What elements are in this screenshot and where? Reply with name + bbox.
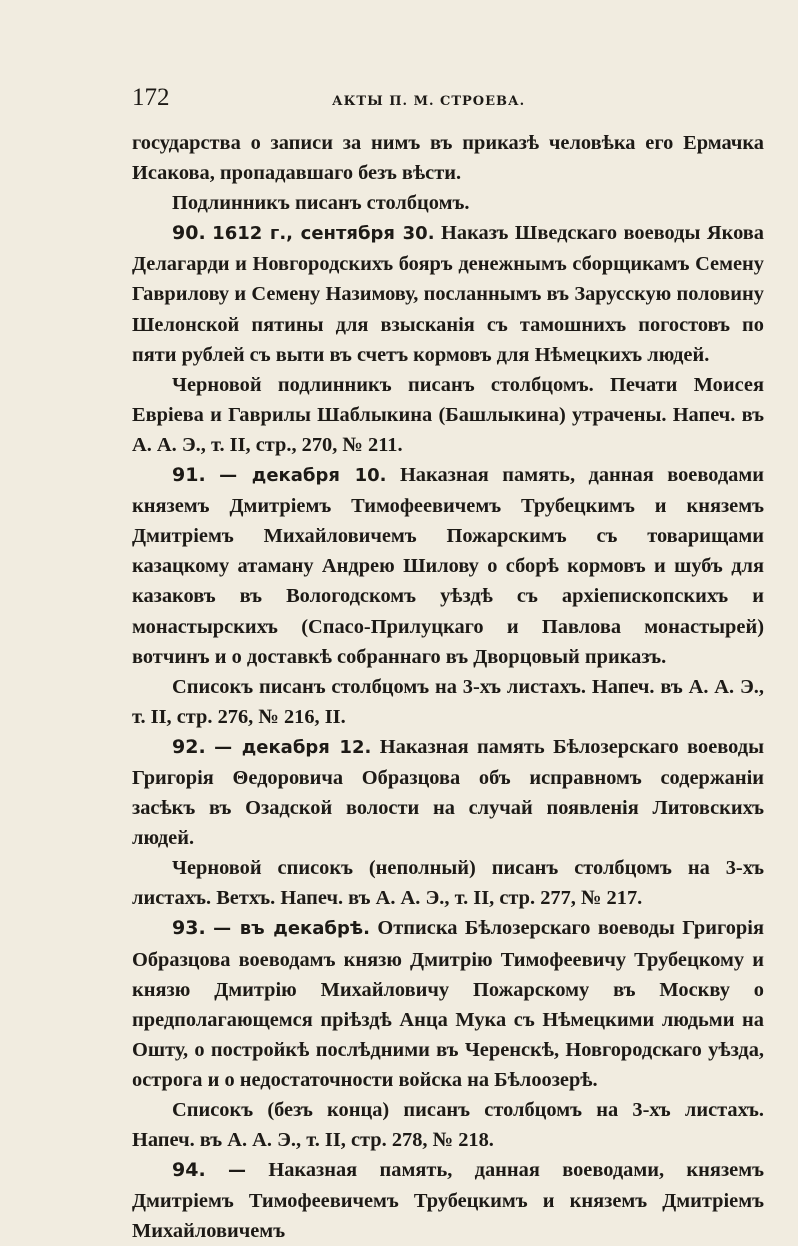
entry-93: 93. — въ декабрѣ. Отписка Бѣлозерскаго воеводы Григорія Образцова воеводамъ князю Дмитрію Тимофеевичу Трубецкому и князю Дмитрію Михайловичу Пожарскому въ Москву о предполагающемся пріѣздѣ Анца Мука съ Нѣмецкими людьми на Ошту, о постройкѣ послѣдними въ Черенскѣ, Новгородскаго уѣзда, острога и о недостаточности войска на Бѣлоозерѣ.: [132, 917, 764, 1091]
paragraph: Черновой списокъ (неполный) писанъ столбцомъ на 3-хъ листахъ. Ветхъ. Напеч. въ А. А. Э., т. II, стр. 277, № 217.: [132, 857, 764, 910]
entry-date: 1612 г., сентября 30.: [212, 223, 435, 245]
paragraph: Списокъ (безъ конца) писанъ столбцомъ на 3-хъ листахъ. Напеч. въ А. А. Э., т. II, стр. 278, № 218.: [132, 1099, 764, 1152]
entry-92: 92. — декабря 12. Наказная память Бѣлозерскаго воеводы Григорія Θедоровича Образцова объ исправномъ содержаніи засѣкъ въ Озадской волости на случай появленія Литовскихъ людей.: [132, 735, 764, 850]
body-text: [132, 128, 764, 1246]
entry-date: — декабря 10.: [219, 465, 387, 487]
page-header: [132, 84, 764, 124]
paragraph: Подлинникъ писанъ столбцомъ.: [172, 192, 470, 215]
paragraph: Списокъ писанъ столбцомъ на 3-хъ листахъ. Напеч. въ А. А. Э., т. II, стр. 276, № 216, II.: [132, 675, 764, 728]
running-head: АКТЫ П. М. СТРОЕВА.: [332, 94, 526, 109]
page-number: 172: [132, 84, 170, 111]
entry-number: 91.: [172, 464, 206, 487]
entry-94: 94. — Наказная память, данная воеводами, княземъ Дмитріемъ Тимофеевичемъ Трубецкимъ и княземъ Дмитріемъ Михайловичемъ: [132, 1159, 764, 1243]
paragraph: государства о записи за нимъ въ приказѣ человѣка его Ермачка Исакова, пропадавшаго безъ вѣсти.: [132, 132, 764, 185]
entry-91: 91. — декабря 10. Наказная память, данная воеводами княземъ Дмитріемъ Тимофеевичемъ Трубецкимъ и княземъ Дмитріемъ Михайловичемъ Пожарскимъ съ товарищами казацкому атаману Андрею Шилову о сборѣ кормовъ и шубъ для казаковъ въ Вологодскомъ уѣздѣ съ архіепископскихъ и монастырскихъ (Спасо-Прилуцкаго и Павлова монастырей) вотчинъ и о доставкѣ собраннаго въ Дворцовый приказъ.: [132, 464, 764, 668]
entry-number: 93.: [172, 917, 206, 940]
entry-date: — декабря 12.: [214, 736, 372, 758]
entry-date: —: [228, 1160, 247, 1182]
entry-90: 90. 1612 г., сентября 30. Наказъ Шведскаго воеводы Якова Делагарди и Новгородскихъ бояръ денежнымъ сборщикамъ Семену Гаврилову и Семену Назимову, посланнымъ въ Зарусскую половину Шелонской пятины для взысканія съ тамошнихъ погостовъ по пяти рублей съ выти въ счетъ кормовъ для Нѣмецкихъ людей.: [132, 222, 764, 366]
entry-number: 90.: [172, 222, 206, 245]
entry-number: 94.: [172, 1159, 206, 1182]
paragraph: Черновой подлинникъ писанъ столбцомъ. Печати Моисея Евріева и Гаврилы Шаблыкина (Башлыкина) утрачены. Напеч. въ А. А. Э., т. II, стр., 270, № 211.: [132, 373, 764, 456]
entry-date: — въ декабрѣ.: [213, 918, 370, 940]
entry-number: 92.: [172, 735, 206, 758]
